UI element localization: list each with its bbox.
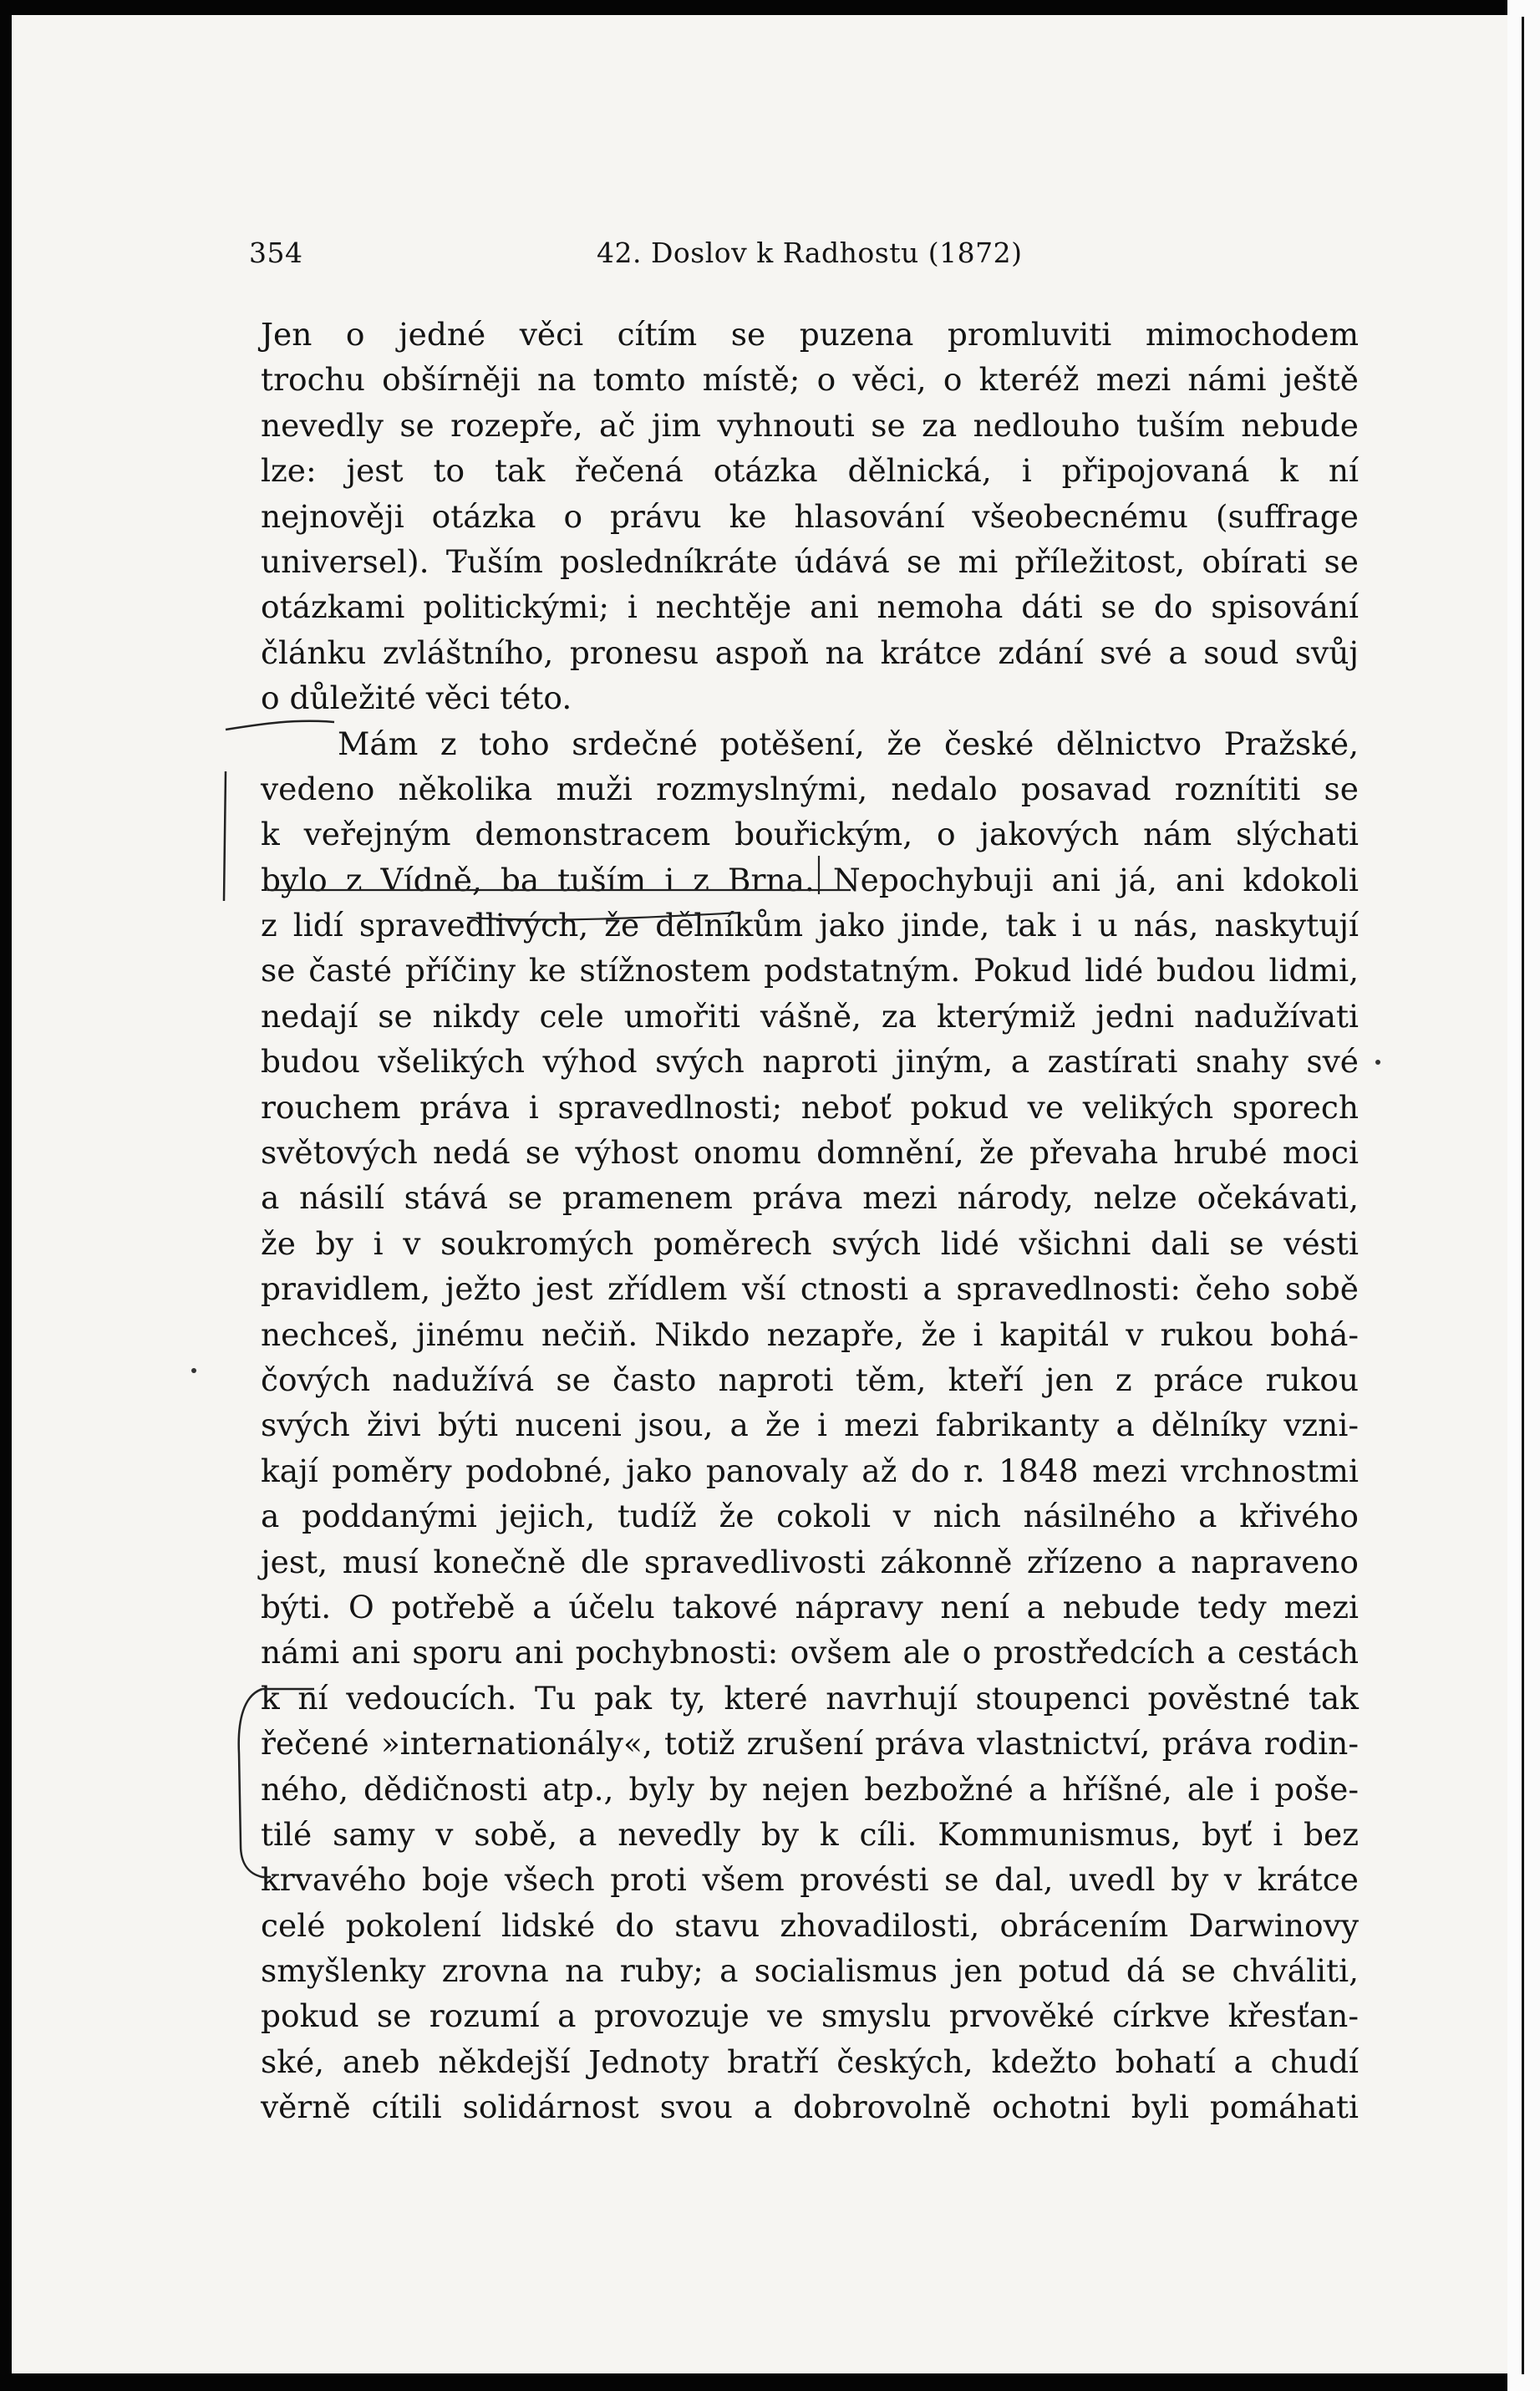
text-line: pokud se rozumí a provozuje ve smyslu prvověké církve křesťan- [261, 1997, 1359, 2035]
text-line: o důležité věci této. [261, 679, 572, 717]
text-line: lze: jest to tak řečená otázka dělnická, i připojovaná k ní [261, 452, 1359, 490]
text-line: se časté příčiny ke stížnostem podstatným. Pokud lidé budou lidmi, [261, 952, 1359, 989]
text-line: nedají se nikdy cele umořiti vášně, za kterýmiž jedni nadužívati [261, 997, 1359, 1035]
text-line: celé pokolení lidské do stavu zhovadilosti, obrácením Darwinovy [261, 1906, 1359, 1944]
scan-edge-line [1522, 17, 1524, 2374]
text-line: řečené »internationály«, totiž zrušení práva vlastnictví, práva rodin- [261, 1725, 1359, 1763]
text-line: rouchem práva i spravedlnosti; neboť pokud ve velikých sporech [261, 1088, 1359, 1126]
text-line: smyšlenky zrovna na ruby; a socialismus jen potud dá se chváliti, [261, 1952, 1359, 1990]
text-line: pravidlem, ježto jest zřídlem vší ctnosti a spravedlnosti: čeho sobě [261, 1270, 1359, 1308]
text-line: budou všelikých výhod svých naproti jiným, a zastírati snahy své [261, 1043, 1359, 1081]
text-line: trochu obšírněji na tomto místě; o věci, o kteréž mezi námi ještě [261, 361, 1359, 399]
annotation-dot [191, 1368, 196, 1373]
text-line: ného, dědičnosti atp., byly by nejen bezbožné a hříšné, ale i poše- [261, 1770, 1359, 1808]
text-line: z lidí spravedlivých, že dělníkům jako jinde, tak i u nás, naskytují [261, 907, 1359, 944]
text-line: a poddanými jejich, tudíž že cokoli v nich násilného a křivého [261, 1498, 1359, 1535]
text-line: k ní vedoucích. Tu pak ty, které navrhují stoupenci pověstné tak [261, 1679, 1359, 1717]
text-line: krvavého boje všech proti všem provésti se dal, uvedl by v krátce [261, 1861, 1359, 1899]
text-line: nejnověji otázka o právu ke hlasování všeobecnému (suffrage [261, 497, 1359, 535]
text-line: kají poměry podobné, jako panovaly až do r. 1848 mezi vrchnostmi [261, 1452, 1359, 1489]
text-line: Jen o jedné věci cítím se puzena promluviti mimochodem [261, 316, 1359, 353]
text-line: otázkami politickými; i nechtěje ani nemoha dáti se do spisování [261, 588, 1359, 626]
page-number: 354 [249, 237, 303, 269]
text-line: a násilí stává se pramenem práva mezi národy, nelze očekávati, [261, 1179, 1359, 1217]
running-header [12, 237, 1507, 277]
text-line: že by i v soukromých poměrech svých lidé všichni dali se vésti [261, 1224, 1359, 1262]
text-line: nechceš, jinému nečiň. Nikdo nezapře, že i kapitál v rukou bohá- [261, 1315, 1359, 1353]
text-line: nevedly se rozepře, ač jim vyhnouti se za nedlouho tuším nebude [261, 406, 1359, 444]
text-line: k veřejným demonstracem bouřickým, o jakových nám slýchati [261, 816, 1359, 853]
annotation-bracket-left [224, 771, 226, 901]
body-text [261, 312, 1359, 2130]
text-line: Mám z toho srdečné potěšení, že české dělnictvo Pražské, [338, 725, 1359, 762]
text-line: čových nadužívá se často naproti těm, kteří jen z práce rukou [261, 1361, 1359, 1398]
text-line: universel). Tuším posledníkráte údává se mi příležitost, obírati se [261, 542, 1359, 580]
text-line: tilé samy v sobě, a nevedly by k cíli. Kommunismus, byť i bez [261, 1815, 1359, 1853]
text-line: vedeno několika muži rozmyslnými, nedalo posavad roznítiti se [261, 770, 1359, 807]
text-line: světových nedá se výhost onomu domnění, že převaha hrubé moci [261, 1134, 1359, 1172]
running-title: 42. Doslov k Radhostu (1872) [597, 237, 1023, 269]
text-line: námi ani sporu ani pochybnosti: ovšem ale o prostředcích a cestách [261, 1634, 1359, 1671]
text-line: článku zvláštního, pronesu aspoň na krátce zdání své a soud svůj [261, 633, 1359, 671]
text-line: býti. O potřebě a účelu takové nápravy není a nebude tedy mezi [261, 1588, 1359, 1625]
annotation-dot [1375, 1060, 1380, 1065]
book-page [12, 15, 1507, 2373]
text-line: ské, aneb někdejší Jednoty bratří českých, kdežto bohatí a chudí [261, 2043, 1359, 2080]
text-line: bylo z Vídně, ba tuším i z Brna. Nepochybuji ani já, ani kdokoli [261, 861, 1359, 898]
text-line: věrně cítili solidárnost svou a dobrovolně ochotni byli pomáhati [261, 2088, 1359, 2126]
text-line: svých živi býti nuceni jsou, a že i mezi fabrikanty a dělníky vzni- [261, 1407, 1359, 1444]
text-line: jest, musí konečně dle spravedlivosti zákonně zřízeno a napraveno [261, 1543, 1359, 1580]
